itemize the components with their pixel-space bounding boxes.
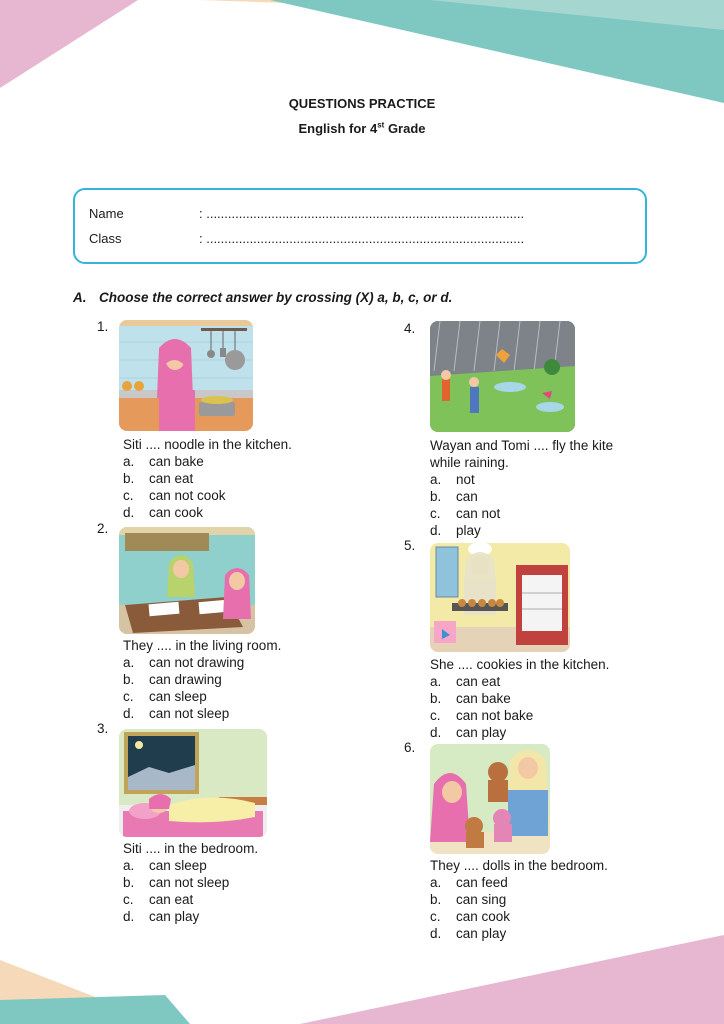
question-1 bbox=[123, 436, 373, 521]
option-d[interactable]: d. play bbox=[430, 523, 481, 538]
question-stem: They .... in the living room. bbox=[123, 638, 282, 653]
question-3 bbox=[123, 840, 373, 925]
option-b[interactable]: b. can not sleep bbox=[123, 875, 230, 890]
class-field[interactable]: : ........................................................................................ bbox=[199, 231, 525, 246]
option-c[interactable]: c. can sleep bbox=[123, 689, 207, 704]
question-number: 1. bbox=[97, 319, 109, 334]
option-d[interactable]: d. can cook bbox=[123, 505, 204, 520]
option-a[interactable]: a. not bbox=[430, 472, 475, 487]
option-a[interactable]: a. can sleep bbox=[123, 858, 207, 873]
girl-sleeping-picture bbox=[119, 729, 267, 837]
question-stem: Wayan and Tomi .... fly the kite while raining. bbox=[430, 438, 614, 470]
student-info-box bbox=[73, 188, 647, 264]
question-stem: They .... dolls in the bedroom. bbox=[430, 858, 608, 873]
option-c[interactable]: c. can cook bbox=[430, 909, 511, 924]
question-number: 6. bbox=[404, 740, 416, 755]
question-number: 4. bbox=[404, 321, 416, 336]
option-d[interactable]: d. can play bbox=[430, 725, 507, 740]
woman-baking-picture bbox=[430, 543, 570, 652]
question-number: 2. bbox=[97, 521, 109, 536]
question-number: 3. bbox=[97, 721, 109, 736]
option-a[interactable]: a. can not drawing bbox=[123, 655, 245, 670]
name-label: Name bbox=[89, 206, 124, 221]
option-b[interactable]: b. can drawing bbox=[123, 672, 222, 687]
option-c[interactable]: c. can not bbox=[430, 506, 501, 521]
question-4 bbox=[430, 437, 650, 539]
page-subtitle: English for 4st Grade bbox=[298, 120, 426, 136]
option-c[interactable]: c. can eat bbox=[123, 892, 194, 907]
option-a[interactable]: a. can eat bbox=[430, 674, 501, 689]
section-instruction: A. Choose the correct answer by crossing (X) a, b, c, or d. bbox=[73, 290, 453, 305]
girl-cooking-picture bbox=[119, 320, 253, 431]
option-b[interactable]: b. can eat bbox=[123, 471, 194, 486]
option-b[interactable]: b. can bbox=[430, 489, 478, 504]
girls-dolls-picture bbox=[430, 744, 550, 854]
option-d[interactable]: d. can play bbox=[430, 926, 507, 941]
question-2 bbox=[123, 637, 373, 722]
question-number: 5. bbox=[404, 538, 416, 553]
option-d[interactable]: d. can play bbox=[123, 909, 200, 924]
boys-kite-rain-picture bbox=[430, 321, 575, 432]
option-c[interactable]: c. can not bake bbox=[430, 708, 534, 723]
option-b[interactable]: b. can bake bbox=[430, 691, 511, 706]
option-d[interactable]: d. can not sleep bbox=[123, 706, 230, 721]
question-6 bbox=[430, 857, 670, 942]
page-title: QUESTIONS PRACTICE bbox=[288, 96, 436, 111]
name-field[interactable]: : ........................................................................................ bbox=[199, 206, 525, 221]
question-5 bbox=[430, 656, 670, 741]
girls-drawing-picture bbox=[119, 527, 255, 634]
option-a[interactable]: a. can bake bbox=[123, 454, 204, 469]
question-stem: Siti .... noodle in the kitchen. bbox=[123, 437, 292, 452]
name-row bbox=[89, 206, 524, 221]
question-stem: She .... cookies in the kitchen. bbox=[430, 657, 610, 672]
class-label: Class bbox=[89, 231, 122, 246]
option-b[interactable]: b. can sing bbox=[430, 892, 507, 907]
option-a[interactable]: a. can feed bbox=[430, 875, 508, 890]
class-row bbox=[89, 231, 524, 246]
question-stem: Siti .... in the bedroom. bbox=[123, 841, 259, 856]
option-c[interactable]: c. can not cook bbox=[123, 488, 226, 503]
